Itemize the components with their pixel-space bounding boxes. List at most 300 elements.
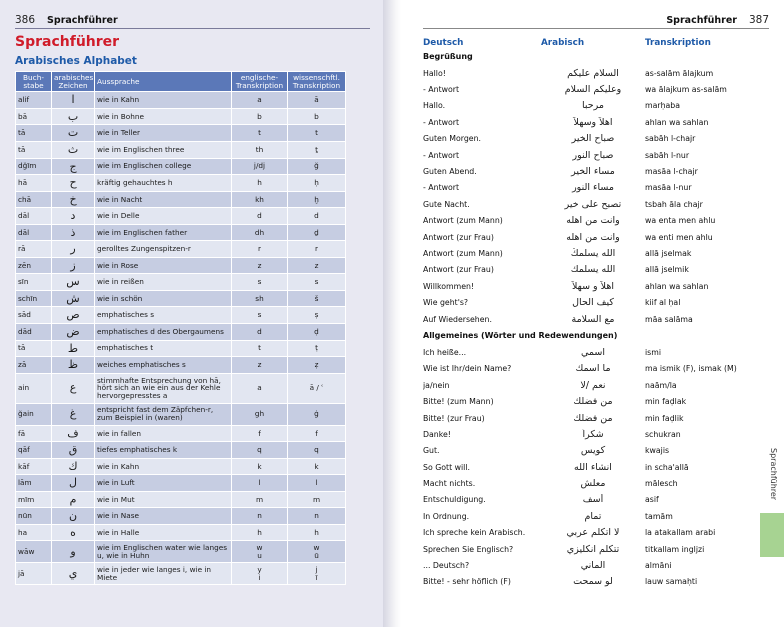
phrase-german: ... Deutsch? — [423, 561, 470, 571]
cell-letter: tā — [16, 125, 52, 142]
phrase-german: Antwort (zum Mann) — [423, 216, 503, 226]
cell-arabic-char: ق — [52, 442, 95, 459]
table-row — [16, 475, 346, 492]
phrase-row — [423, 98, 784, 114]
cell-english-transcription: kh — [232, 191, 288, 208]
phrase-transcription: tamām — [645, 511, 673, 521]
column-header-transkription: Transkription — [645, 38, 711, 48]
phrase-german: - Antwort — [423, 183, 460, 193]
cell-pronunciation: wie in Teller — [95, 125, 232, 142]
cell-scientific-transcription: m — [288, 491, 346, 508]
phrase-transcription: sabāh l-nur — [645, 150, 690, 160]
phrase-row — [423, 508, 784, 524]
column-header-deutsch: Deutsch — [423, 38, 464, 48]
phrase-transcription: asif — [645, 495, 659, 505]
cell-scientific-transcription: t — [288, 125, 346, 142]
cell-pronunciation: wie in Kahn — [95, 92, 232, 109]
cell-arabic-char: ن — [52, 508, 95, 525]
cell-english-transcription: z — [232, 357, 288, 374]
cell-pronunciation: wie in Nase — [95, 508, 232, 525]
cell-scientific-transcription: d — [288, 208, 346, 225]
cell-arabic-char: ع — [52, 373, 95, 403]
cell-letter: alif — [16, 92, 52, 109]
phrase-transcription: wa ālajkum as-salām — [645, 85, 727, 95]
cell-letter: tā — [16, 141, 52, 158]
left-page — [0, 0, 383, 627]
phrase-transcription: marḥaba — [645, 101, 681, 111]
phrase-german: Guten Abend. — [423, 167, 477, 177]
cell-scientific-transcription: b — [288, 108, 346, 125]
cell-english-transcription: s — [232, 307, 288, 324]
cell-arabic-char: س — [52, 274, 95, 291]
cell-letter: wāw — [16, 541, 52, 563]
cell-english-transcription: s — [232, 274, 288, 291]
table-row — [16, 208, 346, 225]
cell-arabic-char: ص — [52, 307, 95, 324]
phrase-row — [423, 459, 784, 475]
cell-pronunciation: gerolltes Zungenspitzen-r — [95, 241, 232, 258]
cell-letter: nūn — [16, 508, 52, 525]
phrase-transcription: māa salāma — [645, 314, 693, 324]
cell-english-transcription: d — [232, 208, 288, 225]
cell-arabic-char: ه — [52, 524, 95, 541]
cell-arabic-char: ر — [52, 241, 95, 258]
phrase-row — [423, 114, 784, 130]
phrase-german: Antwort (zur Frau) — [423, 265, 494, 275]
cell-english-transcription: f — [232, 425, 288, 442]
phrase-german: Ich spreche kein Arabisch. — [423, 528, 526, 538]
table-row — [16, 373, 346, 403]
phrase-arabic: صباح الخير — [571, 133, 615, 145]
cell-scientific-transcription: ḥ — [288, 175, 346, 192]
cell-scientific-transcription: s — [288, 274, 346, 291]
phrase-arabic: ما اسمك — [575, 363, 611, 375]
phrase-row — [423, 262, 784, 278]
cell-arabic-char: ف — [52, 425, 95, 442]
cell-pronunciation: wie in jeder wie langes i, wie in Miete — [95, 563, 232, 585]
table-header-row — [16, 72, 346, 92]
cell-english-transcription: q — [232, 442, 288, 459]
cell-pronunciation: emphatisches s — [95, 307, 232, 324]
cell-letter: qāf — [16, 442, 52, 459]
phrase-row — [423, 163, 784, 179]
cell-letter: zā — [16, 357, 52, 374]
alphabet-table-body — [16, 92, 346, 585]
cell-scientific-transcription: z — [288, 257, 346, 274]
phrase-transcription: kiif al ḥal — [645, 298, 681, 308]
table-row — [16, 541, 346, 563]
phrase-german: Gute Nacht. — [423, 199, 470, 209]
cell-english-transcription: k — [232, 458, 288, 475]
table-row — [16, 141, 346, 158]
cell-letter: fā — [16, 425, 52, 442]
cell-scientific-transcription: r — [288, 241, 346, 258]
cell-arabic-char: م — [52, 491, 95, 508]
phrase-german: Danke! — [423, 429, 451, 439]
column-header-arabisch: Arabisch — [541, 38, 585, 48]
phrase-transcription: masāa l-nur — [645, 183, 692, 193]
cell-scientific-transcription: ā — [288, 92, 346, 109]
cell-scientific-transcription: š — [288, 290, 346, 307]
phrase-row — [423, 443, 784, 459]
cell-arabic-char: ذ — [52, 224, 95, 241]
cell-arabic-char: ح — [52, 175, 95, 192]
header-letter: Buch- stabe — [16, 72, 52, 92]
cell-letter: chā — [16, 191, 52, 208]
phrase-arabic: كيف الحال — [572, 297, 614, 309]
phrase-transcription: allā jselmak — [645, 248, 692, 258]
phrase-german: Guten Morgen. — [423, 134, 481, 144]
cell-arabic-char: ط — [52, 340, 95, 357]
table-row — [16, 357, 346, 374]
phrase-arabic: تمام — [584, 510, 602, 522]
phrase-transcription: tsbah āla chajr — [645, 199, 703, 209]
side-tab-marker — [760, 513, 784, 557]
cell-english-transcription: a — [232, 92, 288, 109]
phrase-arabic: الله يسلمك — [570, 264, 616, 276]
cell-letter: zēn — [16, 257, 52, 274]
phrase-german: - Antwort — [423, 150, 460, 160]
phrase-transcription: min faḍlik — [645, 413, 684, 423]
phrase-transcription: wa enti men ahlu — [645, 232, 713, 242]
phrase-arabic: الماني — [580, 560, 606, 572]
phrase-row — [423, 213, 784, 229]
cell-scientific-transcription: l — [288, 475, 346, 492]
cell-pronunciation: emphatisches d des Obergaumens — [95, 323, 232, 340]
phrase-german: Hallo! — [423, 68, 446, 78]
phrase-german: Wie ist Ihr/dein Name? — [423, 364, 512, 374]
cell-english-transcription: h — [232, 175, 288, 192]
cell-scientific-transcription: ğ — [288, 158, 346, 175]
right-running-title: Sprachführer — [666, 15, 737, 26]
cell-letter: mīm — [16, 491, 52, 508]
cell-pronunciation: wie in Halle — [95, 524, 232, 541]
cell-scientific-transcription: ḍ — [288, 323, 346, 340]
cell-pronunciation: wie im Englischen three — [95, 141, 232, 158]
cell-letter: dād — [16, 323, 52, 340]
phrase-arabic: لا اتكلم عربي — [566, 527, 620, 539]
cell-english-transcription: t — [232, 340, 288, 357]
cell-letter: jā — [16, 563, 52, 585]
phrase-row — [423, 131, 784, 147]
cell-letter: lām — [16, 475, 52, 492]
phrase-arabic: اسمي — [580, 346, 605, 358]
cell-letter: bā — [16, 108, 52, 125]
phrase-transcription: sabāh l-chajr — [645, 134, 696, 144]
phrase-transcription: in scha'allā — [645, 462, 689, 472]
table-row — [16, 524, 346, 541]
table-row — [16, 158, 346, 175]
cell-arabic-char: و — [52, 541, 95, 563]
phrase-transcription: mālesch — [645, 479, 678, 489]
phrase-row — [423, 344, 784, 360]
cell-english-transcription: z — [232, 257, 288, 274]
cell-english-transcription: n — [232, 508, 288, 525]
table-row — [16, 191, 346, 208]
cell-letter: dāl — [16, 224, 52, 241]
phrase-arabic: وانت من اهله — [566, 215, 620, 227]
phrase-row — [423, 393, 784, 409]
cell-english-transcription: y i — [232, 563, 288, 585]
cell-scientific-transcription: j ī — [288, 563, 346, 585]
phrase-arabic: تصبح على خير — [564, 198, 622, 210]
table-row — [16, 563, 346, 585]
cell-arabic-char: د — [52, 208, 95, 225]
table-row — [16, 425, 346, 442]
cell-letter: ha — [16, 524, 52, 541]
cell-scientific-transcription: ḫ — [288, 191, 346, 208]
phrase-arabic: مساء النور — [572, 182, 614, 194]
phrase-column-headers — [423, 38, 784, 48]
cell-letter: sīn — [16, 274, 52, 291]
phrase-arabic: مرحبا — [582, 100, 604, 112]
phrase-transcription: as-salām ālajkum — [645, 68, 714, 78]
cell-arabic-char: ظ — [52, 357, 95, 374]
cell-pronunciation: emphatisches t — [95, 340, 232, 357]
phrase-transcription: lauw samaḥti — [645, 577, 698, 587]
phrase-german: Antwort (zum Mann) — [423, 248, 503, 258]
cell-arabic-char: خ — [52, 191, 95, 208]
phrase-row — [423, 361, 784, 377]
table-row — [16, 323, 346, 340]
phrase-row — [423, 377, 784, 393]
phrase-arabic: تتكلم انكليزي — [566, 543, 620, 555]
header-arabic-char: arabisches Zeichen — [52, 72, 95, 92]
cell-arabic-char: غ — [52, 403, 95, 425]
cell-arabic-char: ز — [52, 257, 95, 274]
cell-letter: ain — [16, 373, 52, 403]
phrase-row — [423, 278, 784, 294]
cell-english-transcription: gh — [232, 403, 288, 425]
table-row — [16, 257, 346, 274]
phrase-group-title: Begrüßung — [423, 52, 473, 61]
phrase-arabic: اهلاً وسهلاً — [573, 116, 613, 128]
table-row — [16, 491, 346, 508]
table-row — [16, 125, 346, 142]
cell-scientific-transcription: ṯ — [288, 141, 346, 158]
cell-english-transcription: d — [232, 323, 288, 340]
header-pronunciation: Aussprache — [95, 72, 232, 92]
cell-english-transcription: dh — [232, 224, 288, 241]
cell-arabic-char: ض — [52, 323, 95, 340]
cell-pronunciation: wie im Englischen college — [95, 158, 232, 175]
phrase-transcription: ahlan wa sahlan — [645, 117, 709, 127]
table-row — [16, 274, 346, 291]
side-tab-label: Sprachführer — [769, 448, 778, 501]
cell-pronunciation: wie in Kahn — [95, 458, 232, 475]
table-row — [16, 458, 346, 475]
cell-scientific-transcription: q — [288, 442, 346, 459]
cell-pronunciation: kräftig gehauchtes h — [95, 175, 232, 192]
phrase-arabic: الله يسلمكْ — [570, 247, 616, 259]
table-row — [16, 108, 346, 125]
cell-pronunciation: wie in fallen — [95, 425, 232, 442]
cell-english-transcription: b — [232, 108, 288, 125]
phrase-transcription: masāa l-chajr — [645, 167, 698, 177]
cell-letter: schīn — [16, 290, 52, 307]
cell-pronunciation: wie in Bohne — [95, 108, 232, 125]
cell-letter: rā — [16, 241, 52, 258]
cell-english-transcription: r — [232, 241, 288, 258]
arabic-alphabet-table — [15, 71, 346, 585]
header-scientific-transcription: wissenschftl. Transkription — [288, 72, 346, 92]
cell-arabic-char: ل — [52, 475, 95, 492]
phrase-german: Gut. — [423, 446, 440, 456]
phrase-arabic: نعم /لا — [580, 379, 606, 391]
phrase-german: Entschuldigung. — [423, 495, 486, 505]
phrase-arabic: وعليكم السلام — [564, 84, 622, 96]
phrase-row — [423, 525, 784, 541]
table-row — [16, 508, 346, 525]
phrase-row — [423, 557, 784, 573]
alphabet-subtitle: Arabisches Alphabet — [15, 55, 137, 67]
cell-english-transcription: m — [232, 491, 288, 508]
cell-scientific-transcription: h — [288, 524, 346, 541]
phrase-german: Wie geht's? — [423, 298, 469, 308]
left-page-number: 386 — [15, 14, 36, 26]
phrase-arabic: معلش — [580, 478, 606, 490]
cell-pronunciation: wie in schön — [95, 290, 232, 307]
phrase-row — [423, 475, 784, 491]
phrase-german: Macht nichts. — [423, 479, 476, 489]
cell-english-transcription: sh — [232, 290, 288, 307]
phrase-arabic: انشاء الله — [574, 461, 612, 473]
cell-letter: kāf — [16, 458, 52, 475]
cell-scientific-transcription: ẓ — [288, 357, 346, 374]
cell-english-transcription: l — [232, 475, 288, 492]
cell-pronunciation: wie in Mut — [95, 491, 232, 508]
phrase-german: - Antwort — [423, 85, 460, 95]
table-row — [16, 175, 346, 192]
phrase-transcription: naām/la — [645, 380, 677, 390]
cell-arabic-char: ت — [52, 125, 95, 142]
cell-scientific-transcription: ḏ — [288, 224, 346, 241]
cell-pronunciation: wie in Nacht — [95, 191, 232, 208]
phrase-arabic: السلام عليكم — [567, 67, 619, 79]
cell-letter: sād — [16, 307, 52, 324]
phrase-transcription: la atakallam arabi — [645, 528, 716, 538]
cell-scientific-transcription: ṣ — [288, 307, 346, 324]
cell-scientific-transcription: k — [288, 458, 346, 475]
cell-english-transcription: j/dj — [232, 158, 288, 175]
phrase-list — [423, 52, 784, 590]
cell-letter: hā — [16, 175, 52, 192]
table-row — [16, 442, 346, 459]
cell-arabic-char: ب — [52, 108, 95, 125]
phrase-transcription: allā jselmik — [645, 265, 689, 275]
cell-english-transcription: th — [232, 141, 288, 158]
cell-scientific-transcription: n — [288, 508, 346, 525]
phrase-arabic: من فضلك — [573, 396, 613, 408]
cell-pronunciation: wie in reißen — [95, 274, 232, 291]
phrase-row — [423, 81, 784, 97]
cell-arabic-char: ي — [52, 563, 95, 585]
phrase-row — [423, 65, 784, 81]
cell-arabic-char: ث — [52, 141, 95, 158]
table-row — [16, 224, 346, 241]
cell-pronunciation: wie in Rose — [95, 257, 232, 274]
phrase-arabic: لو سمحت — [573, 576, 613, 588]
cell-pronunciation: wie in Luft — [95, 475, 232, 492]
table-row — [16, 340, 346, 357]
phrase-german: Ich heiße... — [423, 347, 467, 357]
phrase-german: Willkommen! — [423, 281, 475, 291]
table-row — [16, 307, 346, 324]
header-english-transcription: englische- Transkription — [232, 72, 288, 92]
cell-scientific-transcription: ṭ — [288, 340, 346, 357]
cell-pronunciation: weiches emphatisches s — [95, 357, 232, 374]
phrase-arabic: مع السلامة — [571, 313, 615, 325]
phrase-arabic: وانت من اهله — [566, 231, 620, 243]
phrase-german: Bitte! (zur Frau) — [423, 413, 485, 423]
phrase-row — [423, 294, 784, 310]
cell-english-transcription: a — [232, 373, 288, 403]
cell-arabic-char: ك — [52, 458, 95, 475]
phrase-arabic: شكراً — [582, 428, 604, 440]
cell-pronunciation: wie im Englischen water wie langes u, wie in Huhn — [95, 541, 232, 563]
cell-english-transcription: t — [232, 125, 288, 142]
phrase-transcription: ismi — [645, 347, 661, 357]
cell-pronunciation: entspricht fast dem Zäpfchen-r, zum Beispiel in (waren) — [95, 403, 232, 425]
phrase-transcription: schukran — [645, 429, 681, 439]
cell-pronunciation: wie im Englischen father — [95, 224, 232, 241]
phrase-arabic: كويس — [580, 445, 606, 457]
cell-pronunciation: stimmhafte Entsprechung von hā, hört sich an wie ein aus der Kehle hervorgepresstes a — [95, 373, 232, 403]
phrase-german: Auf Wiedersehen. — [423, 314, 492, 324]
phrase-german: - Antwort — [423, 117, 460, 127]
phrase-row — [423, 426, 784, 442]
phrase-row — [423, 410, 784, 426]
cell-letter: dğīm — [16, 158, 52, 175]
phrase-german: Antwort (zur Frau) — [423, 232, 494, 242]
right-page-number: 387 — [748, 14, 769, 26]
phrase-row — [423, 180, 784, 196]
cell-letter: ğain — [16, 403, 52, 425]
cell-letter: tā — [16, 340, 52, 357]
section-title: Sprachführer — [15, 34, 120, 50]
cell-scientific-transcription: f — [288, 425, 346, 442]
phrase-german: Sprechen Sie Englisch? — [423, 544, 514, 554]
cell-scientific-transcription: ġ — [288, 403, 346, 425]
phrase-row — [423, 492, 784, 508]
cell-scientific-transcription: w ū — [288, 541, 346, 563]
phrase-group-title: Allgemeines (Wörter und Redewendungen) — [423, 331, 618, 341]
cell-arabic-char: ا — [52, 92, 95, 109]
table-row — [16, 290, 346, 307]
cell-pronunciation: tiefes emphatisches k — [95, 442, 232, 459]
phrase-transcription: ahlan wa sahlan — [645, 281, 709, 291]
cell-scientific-transcription: ā / ʿ — [288, 373, 346, 403]
phrase-arabic: اهلاً و سهلاً — [572, 280, 614, 292]
phrase-german: Bitte! (zum Mann) — [423, 397, 494, 407]
cell-pronunciation: wie in Delle — [95, 208, 232, 225]
phrase-transcription: wa enta men ahlu — [645, 216, 716, 226]
phrase-german: Bitte! - sehr höflich (F) — [423, 577, 511, 587]
right-page — [401, 0, 784, 627]
phrase-row — [423, 196, 784, 212]
cell-letter: dāl — [16, 208, 52, 225]
phrase-row — [423, 245, 784, 261]
phrase-transcription: titkallam ingljzi — [645, 544, 705, 554]
cell-english-transcription: h — [232, 524, 288, 541]
phrase-transcription: ma ismik (F), ismak (M) — [645, 364, 737, 374]
phrase-row — [423, 311, 784, 327]
phrase-arabic: مساء الخير — [571, 166, 615, 178]
phrase-transcription: min faḍlak — [645, 397, 687, 407]
phrase-row — [423, 147, 784, 163]
page-gutter — [383, 0, 401, 627]
phrase-transcription: almāni — [645, 561, 672, 571]
